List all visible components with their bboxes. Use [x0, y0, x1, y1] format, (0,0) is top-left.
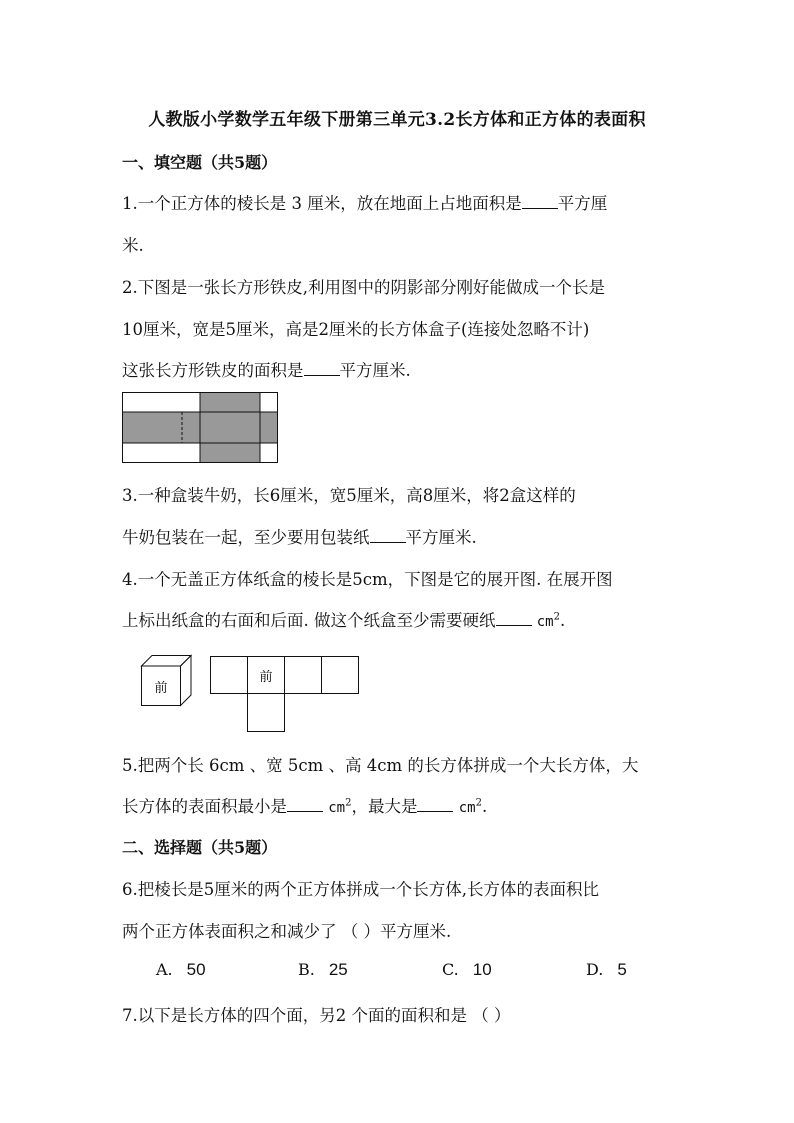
sheet-net-figure	[122, 392, 278, 464]
question-2-text: 这张长方形铁皮的面积是	[122, 361, 304, 380]
cube-figure	[138, 652, 194, 708]
question-7-line-1: 7.以下是长方体的四个面，另2 个面的面积和是 （ ）	[122, 1006, 511, 1025]
question-2-line-2: 10厘米，宽是5厘米，高是2厘米的长方体盒子(连接处忽略不计)	[122, 320, 590, 339]
question-6-line-1: 6.把棱长是5厘米的两个正方体拼成一个长方体,长方体的表面积比	[122, 880, 599, 899]
unit-cm: cm	[458, 800, 476, 816]
cube-side-face	[181, 656, 192, 706]
question-3-line-1: 3.一种盒装牛奶，长6厘米，宽5厘米，高8厘米，将2盒这样的	[122, 486, 576, 505]
question-2-line-1: 2.下图是一张长方形铁皮,利用图中的阴影部分刚好能做成一个长是	[122, 278, 605, 297]
question-5-line-1: 5.把两个长 6cm 、宽 5cm 、高 4cm 的长方体拼成一个大长方体，大	[122, 756, 639, 775]
question-1-text: 1.一个正方体的棱长是 3 厘米，放在地面上占地面积是	[122, 194, 522, 213]
question-6-line-2: 两个正方体表面积之和减少了 （ ）平方厘米.	[122, 922, 452, 941]
unit-cm: cm	[328, 800, 346, 816]
question-3-line-2	[122, 524, 477, 548]
cube-front-label: 前	[154, 681, 168, 696]
net-square-bottom[interactable]	[248, 694, 285, 732]
page-title: 人教版小学数学五年级下册第三单元3.2长方体和正方体的表面积	[148, 110, 646, 130]
question-5-text: 长方体的表面积最小是	[122, 797, 287, 816]
option-c[interactable]: C. 10	[442, 960, 492, 979]
option-b[interactable]: B. 25	[298, 960, 348, 979]
net-square[interactable]	[211, 657, 248, 694]
section-heading-choice: 二、选择题（共5题）	[122, 838, 278, 857]
question-3-unit: 平方厘米.	[405, 528, 477, 547]
question-1-unit: 平方厘	[557, 194, 608, 213]
option-d[interactable]: D. 5	[586, 960, 627, 979]
cube-top-face	[142, 656, 192, 667]
answer-blank[interactable]	[370, 528, 406, 543]
question-4-line-1: 4.一个无盖正方体纸盒的棱长是5cm，下图是它的展开图. 在展开图	[122, 570, 613, 589]
net-front-label: 前	[259, 670, 273, 685]
question-4-line-2: 上标出纸盒的右面和后面. 做这个纸盒至少需要硬纸 $cm^2$.	[122, 611, 566, 630]
unit-exponent: 2	[553, 611, 560, 623]
question-2-unit: 平方厘米.	[339, 361, 411, 380]
net-square[interactable]	[285, 657, 322, 694]
section-heading-fill-in: 一、填空题（共5题）	[122, 153, 278, 172]
answer-blank[interactable]	[304, 361, 340, 376]
question-5-line-2: 长方体的表面积最小是 $cm^2$，最大是 $cm^2$.	[122, 797, 488, 816]
answer-blank-max[interactable]	[417, 797, 453, 812]
answer-blank[interactable]	[522, 194, 558, 209]
unit-cm: cm	[536, 614, 554, 630]
question-1-line-1	[122, 190, 607, 214]
option-a[interactable]: A. 50	[156, 960, 206, 979]
question-4-text: 上标出纸盒的右面和后面. 做这个纸盒至少需要硬纸	[122, 611, 496, 630]
answer-blank[interactable]	[496, 611, 532, 626]
net-square[interactable]	[322, 657, 359, 694]
question-3-text: 牛奶包装在一起，至少要用包装纸	[122, 528, 370, 547]
question-2-line-3	[122, 357, 411, 381]
answer-blank-min[interactable]	[287, 797, 323, 812]
cube-net-figure	[210, 656, 362, 734]
question-1-line-2: 米.	[122, 236, 144, 255]
